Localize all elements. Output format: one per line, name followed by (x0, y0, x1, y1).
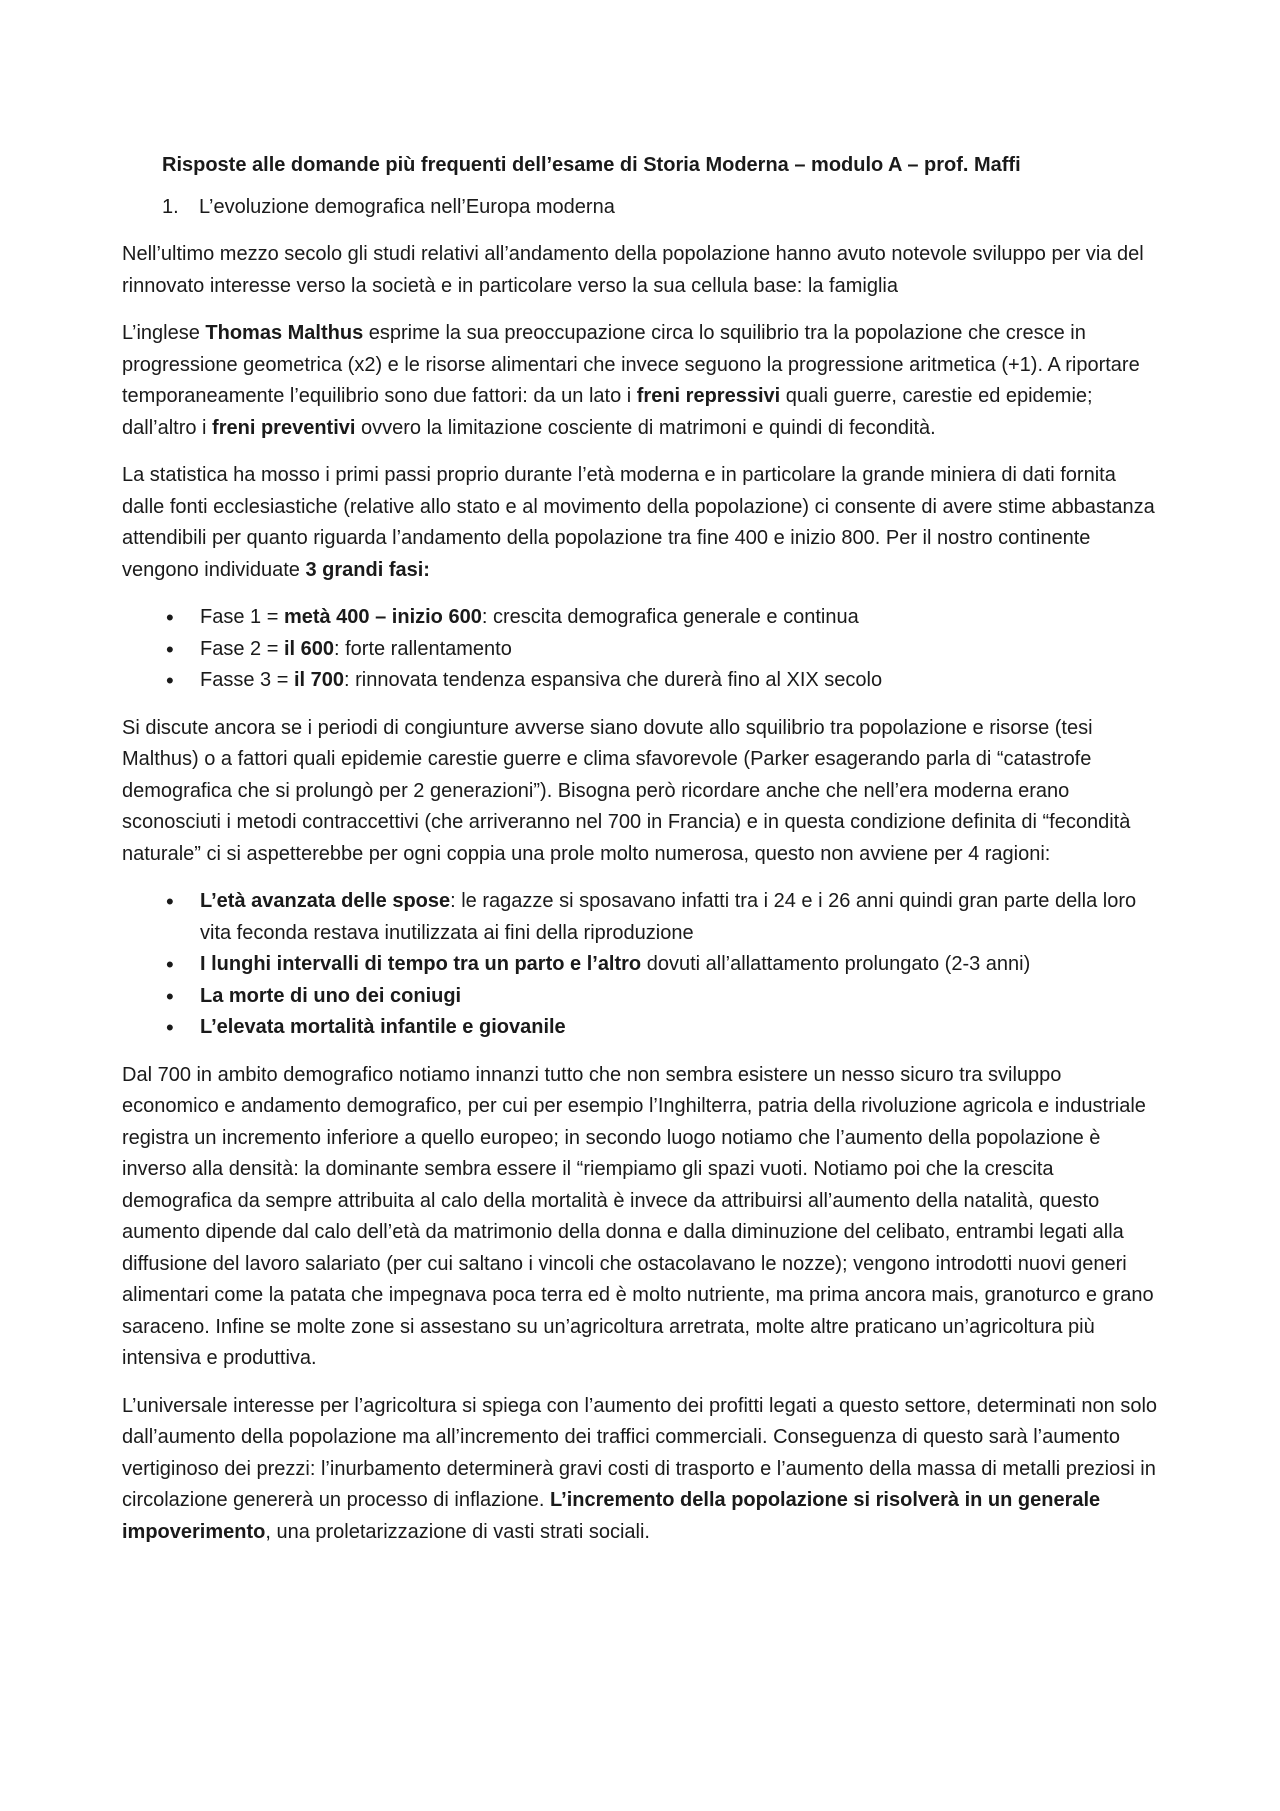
text-span: : forte rallentamento (333, 637, 512, 660)
list-item (122, 665, 1162, 697)
bold-text: freni repressivi (636, 385, 781, 407)
bold-text: il 700 (293, 669, 344, 691)
section-heading (162, 192, 1162, 224)
bold-text: I lunghi intervalli di tempo tra un parto e l’altro (200, 953, 642, 975)
paragraph-settecento: Dal 700 in ambito demografico notiamo innanzi tutto che non sembra esistere un nesso sicuro tra sviluppo economico e andamento demografico, per cui per esempio l’Inghilterra, patria della rivoluzione agricola e industriale registra un incremento inferiore a quello europeo; in secondo luogo notiamo che l’aumento della popolazione è inverso alla densità: la dominante sembra essere il “riempiamo gli spazi vuoti. Notiamo poi che la crescita demografica da sempre attribuita al calo della mortalità è invece da attribuirsi all’aumento della natalità, questo aumento dipende dal calo dell’età da matrimonio della donna e dalla diminuzione del celibato, entrambi legati alla diffusione del lavoro salariato (per cui saltano i vincoli che ostacolavano le nozze); vengono introdotti nuovi generi alimentari come la patata che impegnava poca terra ed è molto nutriente, ma prima ancora mais, granoturco e grano saraceno. Infine se molte zone si assestano su un’agricoltura arretrata, molte altre praticano un’agricoltura più intensiva e produttiva. (122, 1063, 1154, 1369)
bold-text: L’incremento della popolazione si risolverà in un generale impoverimento (122, 1489, 1101, 1543)
document-title: Risposte alle domande più frequenti dell’esame di Storia Moderna – modulo A – prof. Maffi (162, 154, 1021, 176)
bold-text: L’elevata mortalità infantile e giovanile (200, 1016, 566, 1038)
bold-text: metà 400 – inizio 600 (283, 606, 482, 628)
paragraph-agricoltura (122, 1391, 1162, 1549)
list-item (122, 1012, 1162, 1044)
bold-text: Thomas Malthus (205, 322, 364, 344)
paragraph-congiunture: Si discute ancora se i periodi di congiunture avverse siano dovute allo squilibrio tra popolazione e risorse (tesi Malthus) o a fattori quali epidemie carestie guerre e clima sfavorevole (Parker esagerando parla di “catastrofe demografica che si prolungò per 2 generazioni”). Bisogna però ricordare anche che nell’era moderna erano sconosciuti i metodi contraccettivi (che arriveranno nel 700 in Francia) e in questa condizione definita di “fecondità naturale” ci si aspetterebbe per ogni coppia una prole molto numerosa, questo non avviene per 4 ragioni: (122, 716, 1131, 865)
text-span: quali guerre, carestie ed epidemie; dall’altro i (122, 385, 1093, 439)
text-span: : crescita demografica generale e continua (481, 606, 859, 628)
text-span: , una proletarizzazione di vasti strati sociali. (265, 1520, 650, 1543)
reasons-list (122, 886, 1162, 1044)
document-page (122, 150, 1162, 1564)
text-span: Fase 1 = (200, 606, 284, 628)
text-span: Fase 2 = (200, 637, 284, 660)
bold-text: il 600 (283, 637, 334, 660)
list-item (122, 634, 1162, 666)
paragraph-statistics (122, 460, 1162, 586)
paragraph-intro: Nell’ultimo mezzo secolo gli studi relativi all’andamento della popolazione hanno avuto notevole sviluppo per via del rinnovato interesse verso la società e in particolare verso la sua cellula base: la famiglia (122, 243, 1144, 297)
text-span: La statistica ha mosso i primi passi proprio durante l’età moderna e in particolare la grande miniera di dati fornita dalle fonti ecclesiastiche (relative allo stato e al movimento della popolazione) ci consente di avere stime abbastanza attendibili per quanto riguarda l’andamento della popolazione tra fine 400 e inizio 800. Per il nostro continente vengono individuate (122, 464, 1155, 581)
text-span: : le ragazze si sposavano infatti tra i 24 e i 26 anni quindi gran parte della loro vita feconda restava inutilizzata ai fini della riproduzione (200, 890, 1137, 944)
section-number: 1. (162, 195, 179, 218)
text-span: ovvero la limitazione cosciente di matrimoni e quindi di fecondità. (355, 416, 936, 439)
bold-text: freni preventivi (212, 416, 356, 439)
list-item (122, 886, 1162, 949)
section-heading-text: L’evoluzione demografica nell’Europa moderna (199, 195, 615, 218)
paragraph-malthus (122, 318, 1162, 444)
text-span: esprime la sua preoccupazione circa lo squilibrio tra la popolazione che cresce in progressione geometrica (x2) e le risorse alimentari che invece seguono la progressione aritmetica (+1). A riportare temporaneamente l’equilibrio sono due fattori: da un lato i (122, 322, 1140, 407)
list-item (122, 949, 1162, 981)
bold-text: La morte di uno dei coniugi (200, 984, 462, 1007)
bold-text: L’età avanzata delle spose (200, 890, 451, 912)
text-span: Fasse 3 = (200, 669, 294, 691)
text-span: L’universale interesse per l’agricoltura si spiega con l’aumento dei profitti legati a questo settore, determinati non solo dall’aumento della popolazione ma all’incremento dei traffici commerciali. Conseguenza di questo sarà l’aumento vertiginoso dei prezzi: l’inurbamento determinerà gravi costi di trasporto e l’aumento della massa di metalli preziosi in circolazione genererà un processo di inflazione. (122, 1394, 1158, 1511)
text-span: dovuti all’allattamento prolungato (2-3 anni) (641, 953, 1031, 975)
text-span: : rinnovata tendenza espansiva che durerà fino al XIX secolo (343, 669, 883, 691)
phases-list (122, 602, 1162, 697)
bold-text: 3 grandi fasi: (305, 558, 430, 581)
text-span: L’inglese (122, 322, 206, 344)
list-item (122, 602, 1162, 634)
list-item (122, 981, 1162, 1013)
